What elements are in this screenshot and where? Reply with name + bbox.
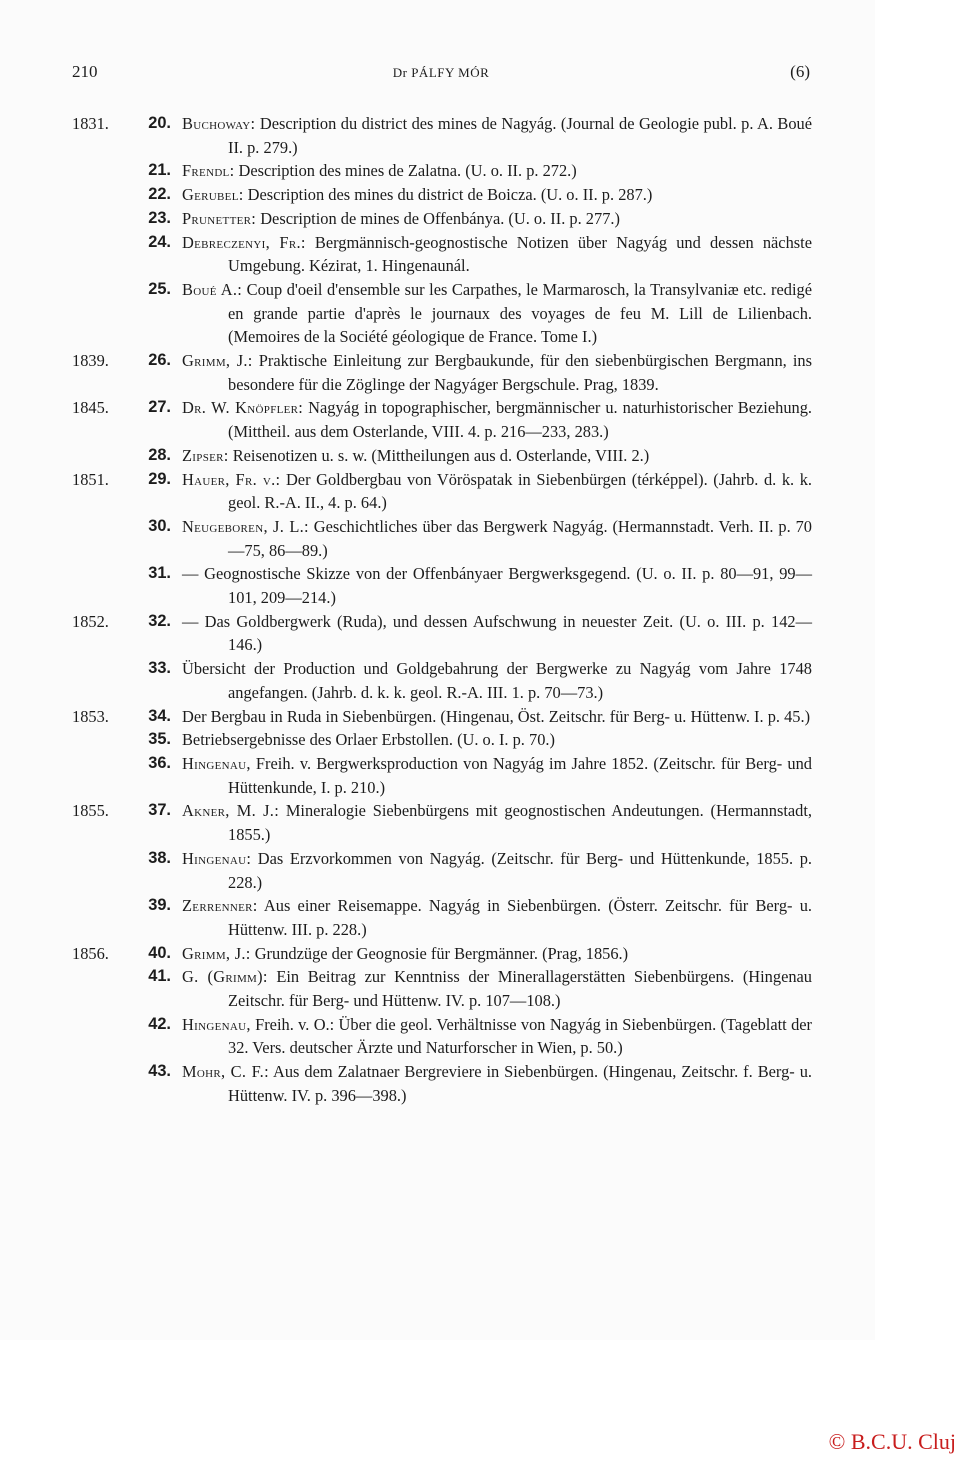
entry-citation: Freih. v. O.: Über die geol. Verhältnisse von Nagyág in Siebenbürgen. (Tageblatt der 32. Vers. deutscher Ärzte und Naturforscher in Wien, p. 50.) xyxy=(228,1014,812,1058)
bibliography-entry xyxy=(72,468,812,515)
entry-number: 42. xyxy=(148,1014,171,1033)
entry-citation: Übersicht der Production und Goldgebahrung der Bergwerke zu Nagyág vom Jahre 1748 angefangen. (Jahrb. d. k. k. geol. R.-A. III. 1. p. 70—73.) xyxy=(182,659,812,702)
entry-author: Grimm, J.: xyxy=(182,351,253,371)
entry-citation: Aus dem Zalatnaer Bergreviere in Siebenbürgen. (Hingenau, Zeitschr. f. Berg- u. Hüttenw. IV. p. 396—398.) xyxy=(228,1062,812,1105)
bibliography-entry xyxy=(72,847,812,894)
entry-year: 1852. xyxy=(72,611,109,631)
entry-year: 1831. xyxy=(72,114,109,133)
entry-text xyxy=(182,752,812,799)
entry-number: 31. xyxy=(148,564,171,583)
entry-author: Gerubel: xyxy=(182,185,244,205)
entry-text xyxy=(182,444,812,468)
entry-text xyxy=(182,657,812,704)
bibliography-entry xyxy=(72,1060,812,1107)
entry-text xyxy=(182,231,812,278)
entry-author: Grimm, J.: xyxy=(182,943,251,963)
entry-text xyxy=(182,468,812,515)
entry-number: 41. xyxy=(148,967,171,986)
bibliography-entry xyxy=(72,562,812,609)
entry-citation: — Das Goldbergwerk (Ruda), und dessen Aufschwung in neuester Zeit. (U. o. III. p. 142—146.) xyxy=(182,611,812,655)
entry-author: Debreczenyi, Fr.: xyxy=(182,232,306,252)
bibliography-entry xyxy=(72,159,812,183)
entry-text xyxy=(182,1013,812,1060)
entry-author: Neugeboren, J. L.: xyxy=(182,516,309,536)
bibliography-entry xyxy=(72,965,812,1012)
entry-citation: Aus einer Reisemappe. Nagyág in Siebenbürgen. (Österr. Zeitschr. für Berg- u. Hüttenw. III. p. 228.) xyxy=(228,896,812,939)
entry-citation: Description du district des mines de Nagyág. (Journal de Geologie publ. p. A. Boué II. p. 279.) xyxy=(228,114,812,157)
entry-number: 24. xyxy=(148,232,171,251)
entry-text xyxy=(182,112,812,159)
entry-text xyxy=(182,278,812,349)
entry-year: 1851. xyxy=(72,469,109,489)
entry-number: 36. xyxy=(148,753,171,772)
entry-citation: — Geognostische Skizze von der Offenbányaer Bergwerksgegend. (U. o. II. p. 80—91, 99—101, 209—214.) xyxy=(182,564,812,608)
entry-author: G. (Grimm): xyxy=(182,967,268,987)
entry-text xyxy=(182,847,812,894)
entry-number: 43. xyxy=(148,1062,171,1081)
entry-number: 38. xyxy=(148,848,171,867)
bibliography-entry xyxy=(72,752,812,799)
entry-year: 1853. xyxy=(72,706,109,726)
entry-text xyxy=(182,515,812,562)
bibliography-entry xyxy=(72,942,812,966)
entry-author: Zipser: xyxy=(182,445,229,465)
entry-text xyxy=(182,610,812,657)
entry-author: Mohr, C. F.: xyxy=(182,1062,269,1082)
entry-citation: Betriebsergebnisse des Orlaer Erbstollen. (U. o. I. p. 70.) xyxy=(182,730,555,750)
entry-text xyxy=(182,207,812,231)
entry-year: 1839. xyxy=(72,351,109,371)
entry-text xyxy=(182,349,812,396)
entry-text xyxy=(182,894,812,941)
entry-number: 35. xyxy=(148,730,171,749)
running-title: Dr PÁLFY MÓR xyxy=(392,65,490,80)
entry-number: 37. xyxy=(148,801,171,820)
entry-number: 34. xyxy=(148,706,171,725)
section-number: (6) xyxy=(790,62,810,81)
entry-text xyxy=(182,1060,812,1107)
bibliography-entry xyxy=(72,112,812,159)
entry-year: 1856. xyxy=(72,943,109,963)
entry-text xyxy=(182,396,812,443)
bibliography-entry xyxy=(72,183,812,207)
bibliography-entry xyxy=(72,231,812,278)
entry-author: Zerrenner: xyxy=(182,896,258,916)
entry-number: 23. xyxy=(148,208,171,227)
entry-citation: Das Erzvorkommen von Nagyág. (Zeitschr. für Berg- und Hüttenkunde, 1855. p. 228.) xyxy=(228,848,812,892)
entry-citation: Grundzüge der Geognosie für Bergmänner. (Prag, 1856.) xyxy=(250,943,629,963)
entry-citation: Coup d'oeil d'ensemble sur les Carpathes, le Marmarosch, la Transylvaniæ etc. redigé en grande partie d'après le journaux des voyages de feu M. Lill de Lilienbach. (Memoires de la Société géologique de France. Tome I.) xyxy=(228,279,812,347)
bibliography-entry xyxy=(72,444,812,468)
entry-number: 39. xyxy=(148,896,171,915)
entry-text xyxy=(182,728,812,752)
bibliography-entry xyxy=(72,610,812,657)
entry-citation: Freih. v. Bergwerksproduction von Nagyág im Jahre 1852. (Zeitschr. für Berg- und Hüttenkunde, I. p. 210.) xyxy=(228,753,812,797)
entry-citation: Description des mines de Zalatna. (U. o. II. p. 272.) xyxy=(234,161,577,181)
entry-citation: Bergmännisch-geognostische Notizen über Nagyág und dessen nächste Umgebung. Kézirat, 1. Hingenaunál. xyxy=(228,232,812,276)
bibliography-entry xyxy=(72,278,812,349)
entry-citation: Geschichtliches über das Bergwerk Nagyág. (Hermannstadt. Verh. II. p. 70—75, 86—89.) xyxy=(228,516,812,560)
copyright-watermark: © B.C.U. Cluj xyxy=(828,1429,956,1454)
bibliography-entry xyxy=(72,1013,812,1060)
entry-text xyxy=(182,183,812,207)
entry-citation: Nagyág in topographischer, bergmännischer u. naturhistorischer Beziehung. (Mittheil. aus dem Osterlande, VIII. 4. p. 216—233, 283.) xyxy=(228,398,812,442)
entry-number: 21. xyxy=(148,161,171,180)
entry-citation: Der Goldbergbau von Vöröspatak in Siebenbürgen (térképpel). (Jahrb. d. k. k. geol. R.-A. II., 4. p. 64.) xyxy=(228,469,812,513)
entry-author: Frendl: xyxy=(182,161,235,181)
entry-text xyxy=(182,799,812,846)
entry-citation: Ein Beitrag zur Kenntniss der Minerallagerstätten Siebenbürgens. (Hingenau Zeitschr. für Berg- und Hüttenw. IV. p. 107—108.) xyxy=(228,967,813,1011)
entry-citation: Description des mines du district de Boicza. (U. o. II. p. 287.) xyxy=(243,185,653,205)
bibliography-entry xyxy=(72,349,812,396)
entry-text xyxy=(182,965,812,1012)
entry-author: Prunetter: xyxy=(182,208,257,228)
bibliography-list xyxy=(72,112,812,1108)
entry-citation: Mineralogie Siebenbürgens mit geognostischen Andeutungen. (Hermannstadt, 1855.) xyxy=(228,801,812,845)
entry-number: 22. xyxy=(148,185,171,204)
entry-year: 1855. xyxy=(72,801,109,821)
entry-number: 32. xyxy=(148,611,171,630)
entry-author: Dr. W. Knöpfler: xyxy=(182,398,304,418)
entry-number: 20. xyxy=(148,114,171,132)
entry-author: Akner, M. J.: xyxy=(182,801,280,821)
entry-number: 30. xyxy=(148,516,171,535)
page-number: 210 xyxy=(72,62,98,81)
entry-author: Boué A.: xyxy=(182,279,243,299)
bibliography-entry xyxy=(72,894,812,941)
entry-author: Hingenau, xyxy=(182,753,251,773)
entry-citation: Description de mines de Offenbánya. (U. o. II. p. 277.) xyxy=(256,208,620,228)
bibliography-entry xyxy=(72,515,812,562)
entry-number: 25. xyxy=(148,279,171,298)
entry-author: Buchoway: xyxy=(182,114,256,133)
bibliography-entry xyxy=(72,207,812,231)
entry-author: Hauer, Fr. v.: xyxy=(182,469,281,489)
entry-text xyxy=(182,942,812,966)
bibliography-entry xyxy=(72,799,812,846)
entry-number: 29. xyxy=(148,469,171,488)
entry-number: 26. xyxy=(148,351,171,370)
entry-author: Hingenau: xyxy=(182,848,252,868)
entry-year: 1845. xyxy=(72,398,109,418)
bibliography-entry xyxy=(72,396,812,443)
entry-citation: Praktische Einleitung zur Bergbaukunde, für den siebenbürgischen Bergmann, ins besondere für die Zöglinge der Nagyáger Bergschule. Prag, 1839. xyxy=(228,351,812,394)
bibliography-entry xyxy=(72,728,812,752)
entry-number: 27. xyxy=(148,398,171,417)
bibliography-entry xyxy=(72,705,812,729)
entry-number: 33. xyxy=(148,659,171,678)
entry-number: 40. xyxy=(148,943,171,962)
entry-text xyxy=(182,562,812,609)
entry-citation: Reisenotizen u. s. w. (Mittheilungen aus d. Osterlande, VIII. 2.) xyxy=(228,445,650,465)
entry-author: Hingenau, xyxy=(182,1014,251,1034)
bibliography-entry xyxy=(72,657,812,704)
entry-text xyxy=(182,705,812,729)
entry-number: 28. xyxy=(148,445,171,464)
entry-citation: Der Bergbau in Ruda in Siebenbürgen. (Hingenau, Öst. Zeitschr. für Berg- u. Hüttenw. I. p. 45.) xyxy=(182,706,811,726)
page-header xyxy=(72,62,810,92)
entry-text xyxy=(182,159,812,183)
